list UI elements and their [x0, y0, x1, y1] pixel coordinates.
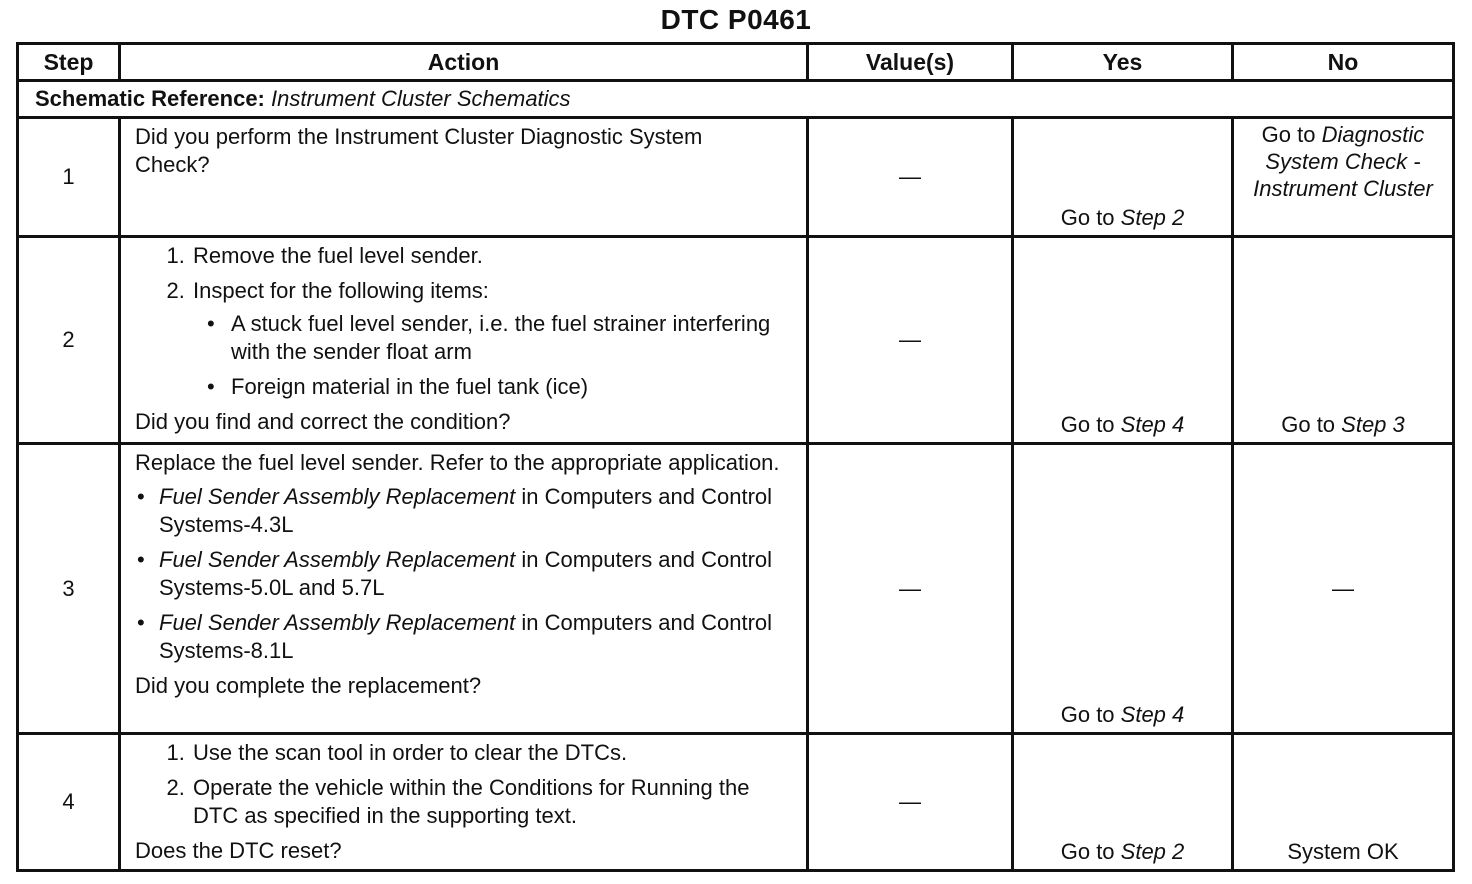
value-cell: —	[808, 444, 1013, 734]
yes-cell: Go to Step 2	[1013, 118, 1233, 237]
yes-cell: Go to Step 2	[1013, 734, 1233, 871]
no-cell: —	[1233, 444, 1454, 734]
list-item: 2. Inspect for the following items: • A stuck fuel level sender, i.e. the fuel strainer interfering with the sender float arm • Foreign material in the fuel tank (ice)	[191, 277, 796, 401]
yes-link[interactable]: Step 4	[1120, 412, 1185, 437]
schematic-label: Schematic Reference:	[35, 86, 265, 111]
yes-cell: Go to Step 4	[1013, 444, 1233, 734]
question: Did you complete the replacement?	[135, 673, 482, 698]
page-title: DTC P0461	[660, 4, 812, 35]
question: Did you find and correct the condition?	[135, 409, 511, 434]
table-row	[18, 237, 1454, 444]
yes-link[interactable]: Step 2	[1120, 205, 1185, 230]
value-cell: —	[808, 237, 1013, 444]
intro-text: Replace the fuel level sender. Refer to the appropriate application.	[135, 450, 780, 475]
yes-link[interactable]: Step 2	[1120, 839, 1185, 864]
bullet-item: • Fuel Sender Assembly Replacement in Computers and Control Systems-4.3L	[159, 483, 796, 539]
value-cell: —	[808, 734, 1013, 871]
header-no: No	[1233, 44, 1454, 81]
action-cell	[120, 118, 808, 237]
step-number: 4	[18, 734, 120, 871]
action-cell	[120, 237, 808, 444]
bullet-item: • A stuck fuel level sender, i.e. the fuel strainer interfering with the sender float arm	[229, 310, 796, 366]
list-item: 1. Use the scan tool in order to clear the DTCs.	[191, 739, 796, 767]
header-values: Value(s)	[808, 44, 1013, 81]
schematic-reference-row	[18, 81, 1454, 118]
action-cell	[120, 444, 808, 734]
list-item: 1. Remove the fuel level sender.	[191, 242, 796, 270]
header-action: Action	[120, 44, 808, 81]
yes-cell: Go to Step 4	[1013, 237, 1233, 444]
no-cell: Go to Step 3	[1233, 237, 1454, 444]
yes-link[interactable]: Step 4	[1120, 702, 1185, 727]
no-link[interactable]: Step 3	[1341, 412, 1405, 437]
bullet-item: • Foreign material in the fuel tank (ice)	[229, 373, 796, 401]
step-number: 1	[18, 118, 120, 237]
numbered-list	[135, 739, 796, 830]
table-row	[18, 118, 1454, 237]
schematic-link[interactable]: Instrument Cluster Schematics	[271, 86, 571, 111]
action-cell	[120, 734, 808, 871]
list-item: 2. Operate the vehicle within the Conditions for Running the DTC as specified in the supporting text.	[191, 774, 796, 830]
no-cell: Go to Diagnostic System Check - Instrument Cluster	[1233, 118, 1454, 237]
procedure-link[interactable]: Fuel Sender Assembly Replacement	[159, 484, 516, 509]
question: Did you perform the Instrument Cluster Diagnostic System Check?	[135, 124, 703, 177]
no-cell: System OK	[1233, 734, 1454, 871]
bullet-item: • Fuel Sender Assembly Replacement in Computers and Control Systems-5.0L and 5.7L	[159, 546, 796, 602]
value-cell: —	[808, 118, 1013, 237]
procedure-link[interactable]: Fuel Sender Assembly Replacement	[159, 547, 516, 572]
bullet-list	[193, 310, 796, 401]
bullet-list	[135, 483, 796, 665]
header-row	[18, 44, 1454, 81]
header-step: Step	[18, 44, 120, 81]
diagnostic-table	[16, 42, 1455, 872]
step-number: 3	[18, 444, 120, 734]
table-row	[18, 734, 1454, 871]
table-row	[18, 444, 1454, 734]
numbered-list	[135, 242, 796, 401]
no-link[interactable]: Diagnostic System Check - Instrument Cluster	[1253, 122, 1433, 201]
procedure-link[interactable]: Fuel Sender Assembly Replacement	[159, 610, 516, 635]
header-yes: Yes	[1013, 44, 1233, 81]
step-number: 2	[18, 237, 120, 444]
bullet-item: • Fuel Sender Assembly Replacement in Computers and Control Systems-8.1L	[159, 609, 796, 665]
question: Does the DTC reset?	[135, 838, 342, 863]
